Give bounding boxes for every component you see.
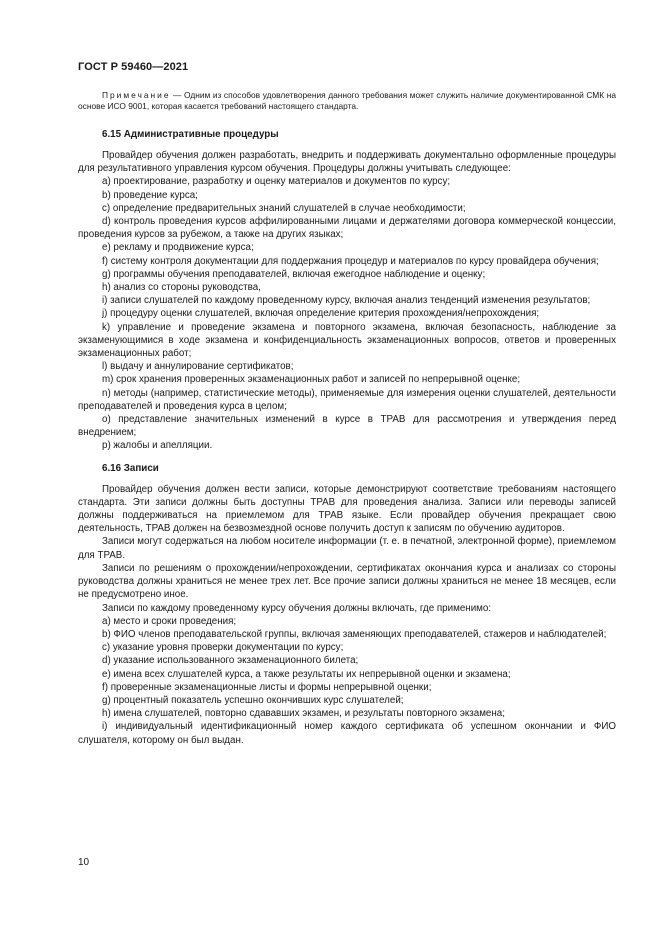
- section-6-16-title: 6.16 Записи: [102, 462, 159, 474]
- list-item: c) указание уровня проверки документации по курсу;: [102, 642, 344, 654]
- list-item: o) представление значительных изменений в курсе в TPAB для рассмотрения и утверждения перед внедрением;: [78, 414, 616, 439]
- spacer: [78, 453, 616, 462]
- list-item: h) имена слушателей, повторно сдававших экзамен, и результаты повторного экзамена;: [102, 708, 505, 720]
- list-item: f) проверенные экзаменационные листы и формы непрерывной оценки;: [102, 681, 432, 693]
- list-item: d) указание использованного экзаменационного билета;: [102, 655, 359, 667]
- list-item: g) программы обучения преподавателей, включая ежегодное наблюдение и оценку;: [102, 268, 486, 280]
- list-item: e) рекламу и продвижение курса;: [102, 242, 254, 254]
- page-number: 10: [78, 857, 90, 868]
- list-item: n) методы (например, статистические методы), применяемые для измерения оценки слушателей, деятельности преподавателей и проведения курса в целом;: [78, 387, 616, 412]
- paragraph: Провайдер обучения должен вести записи, которые демонстрируют соответствие требованиям настоящего стандарта. Эти записи должны быть доступны TPAB для проведения анализа. Записи или переводы записей должны поддерживаться на приемлемом для TPAB языке. Если провайдер обучения прекращает свою деятельность, TPAB должен на безвозмездной основе получить доступ к записям по обучению аудиторов.: [78, 483, 616, 535]
- document-header: ГОСТ Р 59460—2021: [78, 61, 189, 73]
- list-item: m) срок хранения проверенных экзаменационных работ и записей по непрерывной оценке;: [102, 374, 521, 386]
- list-item: k) управление и проведение экзамена и повторного экзамена, включая безопасность, наблюдение за экзаменующимися в ходе экзамена и конфиденциальность экзаменационных вопросов, ответов и проверенных экзаменационных работ;: [78, 321, 616, 360]
- document-content: [78, 90, 616, 747]
- list-item: a) место и сроки проведения;: [102, 615, 237, 627]
- paragraph: Записи по каждому проведенному курсу обучения должны включать, где применимо:: [102, 602, 492, 614]
- section-6-15-title: 6.15 Административные процедуры: [102, 129, 279, 140]
- list-item: g) процентный показатель успешно окончивших курс слушателей;: [102, 694, 404, 706]
- paragraph: Записи могут содержаться на любом носителе информации (т. е. в печатной, электронной форме), приемлемом для TPAB.: [78, 536, 616, 561]
- list-item: l) выдачу и аннулирование сертификатов;: [102, 361, 294, 373]
- paragraph: Провайдер обучения должен разработать, внедрить и поддерживать документально оформленные процедуры для результативного управления курсом обучения. Процедуры должны учитывать следующее:: [78, 150, 616, 175]
- list-item: b) проведение курса;: [102, 189, 198, 201]
- list-item: h) анализ со стороны руководства,: [102, 282, 261, 294]
- paragraph: Записи по решениям о прохождении/непрохождении, сертификатах окончания курса и анализах со стороны руководства должны храниться не менее трех лет. Все прочие записи должны храниться не менее 18 месяцев, если не предусмотрено иное.: [78, 562, 616, 601]
- note-text: — Одним из способов удовлетворения данного требования может служить наличие документированной СМК на основе ИСО 9001, которая касается требований настоящего стандарта.: [78, 90, 616, 111]
- note-paragraph: [78, 90, 616, 112]
- list-item: p) жалобы и апелляции.: [102, 440, 213, 452]
- list-item: e) имена всех слушателей курса, а также результаты их непрерывной оценки и экзамена;: [102, 668, 511, 680]
- list-item: c) определение предварительных знаний слушателей в случае необходимости;: [102, 202, 466, 214]
- list-item: d) контроль проведения курсов аффилированными лицами и держателями договора коммерческой концессии, проведения курсов за рубежом, а также на других языках;: [78, 216, 616, 241]
- list-item: a) проектирование, разработку и оценку материалов и документов по курсу;: [102, 176, 451, 188]
- list-item: b) ФИО членов преподавательской группы, включая заменяющих преподавателей, стажеров и наблюдателей;: [102, 628, 607, 640]
- list-item: f) систему контроля документации для поддержания процедур и материалов по курсу провайдера обучения;: [102, 255, 599, 267]
- note-label: Примечание: [102, 90, 171, 100]
- list-item: j) процедуру оценки слушателей, включая определение критерия прохождения/непрохождения;: [102, 308, 540, 320]
- list-item: i) записи слушателей по каждому проведенному курсу, включая анализ тенденций изменения результатов;: [102, 295, 591, 307]
- list-item: i) индивидуальный идентификационный номер каждого сертификата об успешном окончании и ФИО слушателя, которому он был выдан.: [78, 721, 616, 746]
